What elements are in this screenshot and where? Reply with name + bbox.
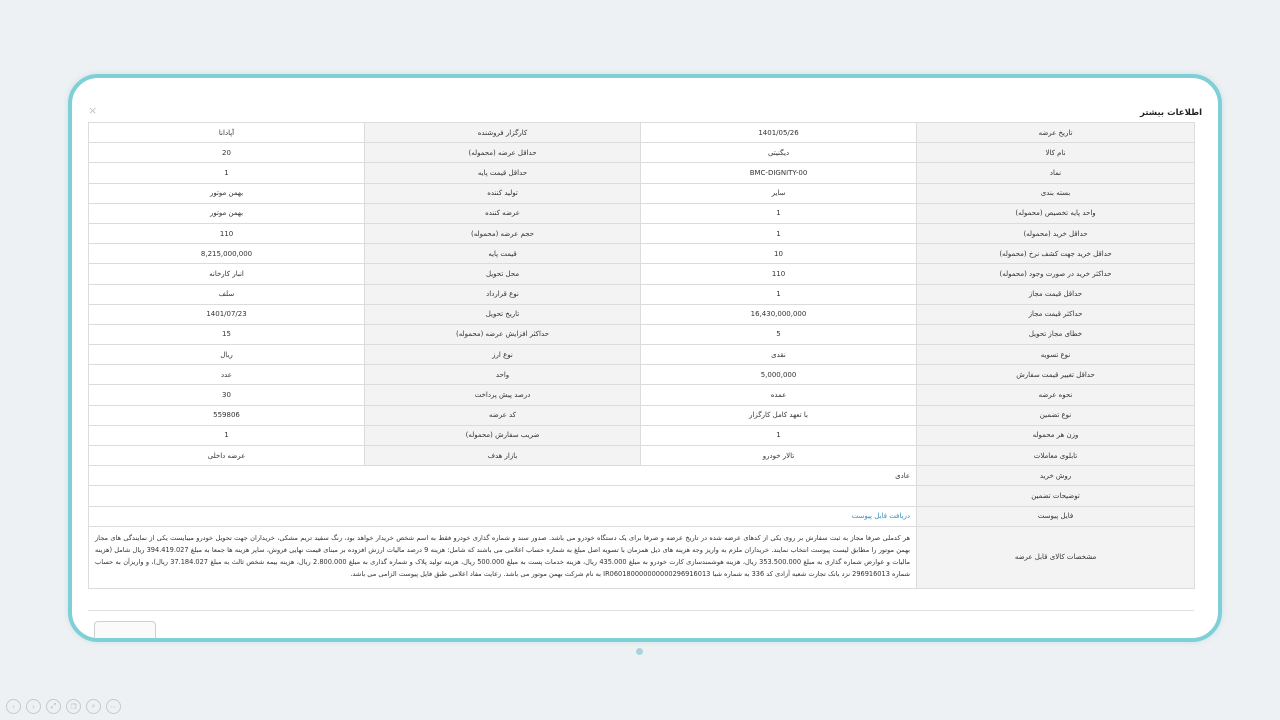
cell-value: 1401/07/23 [89, 305, 365, 325]
details-table [88, 122, 1195, 589]
purchase-method-value [89, 466, 917, 486]
spec-label: مشخصات کالای قابل عرضه [917, 527, 1195, 589]
cell-label: حداقل تغییر قیمت سفارش [917, 365, 1195, 385]
prev-icon[interactable]: ‹ [6, 699, 21, 714]
cell-value: BMC-DIGNITY-00 [641, 163, 917, 183]
cell-label: حداکثر قیمت مجاز [917, 305, 1195, 325]
close-icon[interactable]: × [88, 104, 98, 117]
cell-value: تالار خودرو [641, 446, 917, 466]
cell-label: ضریب سفارش (محموله) [365, 426, 641, 446]
expand-icon[interactable]: ⤢ [46, 699, 61, 714]
cell-label: نوع تضمین [917, 406, 1195, 426]
zoom-icon[interactable]: ⌕ [86, 699, 101, 714]
cell-value: 559806 [89, 406, 365, 426]
cell-label: تابلوی معاملات [917, 446, 1195, 466]
cell-label: حداقل قیمت پایه [365, 163, 641, 183]
guarantee-desc-value [89, 486, 917, 506]
cell-value: بهمن موتور [89, 204, 365, 224]
cell-value: آپادانا [89, 123, 365, 143]
footer-button[interactable] [94, 621, 156, 642]
cell-value: عرضه داخلی [89, 446, 365, 466]
cell-label: قیمت پایه [365, 244, 641, 264]
cell-label: نماد [917, 163, 1195, 183]
cell-label: نوع ارز [365, 345, 641, 365]
guarantee-desc-label: توضیحات تضمین [917, 486, 1195, 506]
cell-label: حداکثر خرید در صورت وجود (محموله) [917, 264, 1195, 284]
cell-value: عمده [641, 385, 917, 405]
cell-label: نام کالا [917, 143, 1195, 163]
spec-text: هر کدملی صرفا مجاز به ثبت سفارش بر روی یکی از کدهای عرضه شده در تاریخ عرضه و صرفا برای یک دستگاه خودرو می باشد. صدور سند و شماره گذاری خودرو فقط به اسم شخص خریدار خواهد بود، رنگ سفید تریم مشکی، خریداران جهت تحویل خودرو میبایست یکی از نمایندگی های مجاز بهمن موتور را مطابق لیست پیوست انتخاب نمایند. خریداران ملزم به واریز وجه هزینه های ذیل همزمان با تسویه اصل مبلغ به شماره حساب اعلامی می باشند که شامل: هزینه 9 درصد مالیات ارزش افزوده بر مبنای قیمت نهایی فروش، سایر هزینه ها جمعا به مبلغ 394.419.027 ریال شامل (هزینه مالیات و عوارض شماره گذاری به مبلغ 353.500.000 ریال، هزینه هوشمندسازی کارت خودرو به مبلغ 435.000 ریال، هزینه خدمات پست به مبلغ 500.000 ریال، هزینه تولید پلاک و شماره گذاری به مبلغ 2.800.000 ریال، هزینه بیمه شخص ثالث به مبلغ 37.184.027 ریال)، و واریزآن به حساب شماره 296916013 نزد بانک تجارت شعبه آزادی کد 336 به شماره شبا IR060180000000000296916013 به نام شرکت بهمن موتور می باشد. رعایت مفاد اعلامی طبق فایل پیوست الزامی می باشد. [89, 527, 917, 589]
next-icon[interactable]: › [26, 699, 41, 714]
footer-divider [88, 610, 1194, 611]
cell-value: 1 [641, 204, 917, 224]
cell-label: تاریخ تحویل [365, 305, 641, 325]
modal-frame [68, 74, 1222, 642]
cell-value: سایر [641, 184, 917, 204]
cell-value: انبار کارخانه [89, 264, 365, 284]
cell-label: خطای مجاز تحویل [917, 325, 1195, 345]
cell-value: با تعهد کامل کارگزار [641, 406, 917, 426]
purchase-method-label: روش خرید [917, 466, 1195, 486]
cell-label: نوع قرارداد [365, 285, 641, 305]
cell-value: دیگنیتی [641, 143, 917, 163]
cell-value: 1 [89, 163, 365, 183]
carousel-dot[interactable] [636, 648, 643, 655]
cell-label: حداقل خرید (محموله) [917, 224, 1195, 244]
cell-value: بهمن موتور [89, 184, 365, 204]
cell-value: عدد [89, 365, 365, 385]
attachment-link[interactable] [89, 507, 917, 527]
copy-icon[interactable]: ❐ [66, 699, 81, 714]
cell-label: حداقل عرضه (محموله) [365, 143, 641, 163]
cell-value: 1 [641, 224, 917, 244]
cell-value: 15 [89, 325, 365, 345]
cell-value: 16,430,000,000 [641, 305, 917, 325]
cell-value: 30 [89, 385, 365, 405]
cell-value: 10 [641, 244, 917, 264]
attachment-label: فایل پیوست [917, 507, 1195, 527]
cell-label: تولید کننده [365, 184, 641, 204]
modal-title: اطلاعات بیشتر [1140, 108, 1202, 118]
cell-value: نقدی [641, 345, 917, 365]
cell-value: سلف [89, 285, 365, 305]
cell-label: عرضه کننده [365, 204, 641, 224]
more-icon[interactable]: ⋯ [106, 699, 121, 714]
cell-value: 8,215,000,000 [89, 244, 365, 264]
cell-value: 110 [89, 224, 365, 244]
cell-label: حداکثر افزایش عرضه (محموله) [365, 325, 641, 345]
viewer-toolbar [6, 699, 121, 714]
cell-label: نوع تسویه [917, 345, 1195, 365]
cell-value: 20 [89, 143, 365, 163]
cell-label: حداقل خرید جهت کشف نرخ (محموله) [917, 244, 1195, 264]
cell-label: بازار هدف [365, 446, 641, 466]
cell-value: 5 [641, 325, 917, 345]
cell-value: 110 [641, 264, 917, 284]
cell-label: واحد [365, 365, 641, 385]
cell-value: 1401/05/26 [641, 123, 917, 143]
cell-label: حداقل قیمت مجاز [917, 285, 1195, 305]
cell-label: کارگزار فروشنده [365, 123, 641, 143]
cell-value: 1 [641, 285, 917, 305]
cell-label: حجم عرضه (محموله) [365, 224, 641, 244]
attachment-link-text[interactable]: دریافت فایل پیوست [851, 512, 910, 521]
cell-label: واحد پایه تخصیص (محموله) [917, 204, 1195, 224]
cell-label: درصد پیش پرداخت [365, 385, 641, 405]
purchase-method-value-text: عادی [895, 471, 910, 480]
cell-value: 1 [89, 426, 365, 446]
cell-label: تاریخ عرضه [917, 123, 1195, 143]
cell-value: 1 [641, 426, 917, 446]
cell-value: ریال [89, 345, 365, 365]
cell-label: کد عرضه [365, 406, 641, 426]
cell-label: نحوه عرضه [917, 385, 1195, 405]
cell-label: بسته بندی [917, 184, 1195, 204]
cell-label: محل تحویل [365, 264, 641, 284]
cell-value: 5,000,000 [641, 365, 917, 385]
cell-label: وزن هر محموله [917, 426, 1195, 446]
